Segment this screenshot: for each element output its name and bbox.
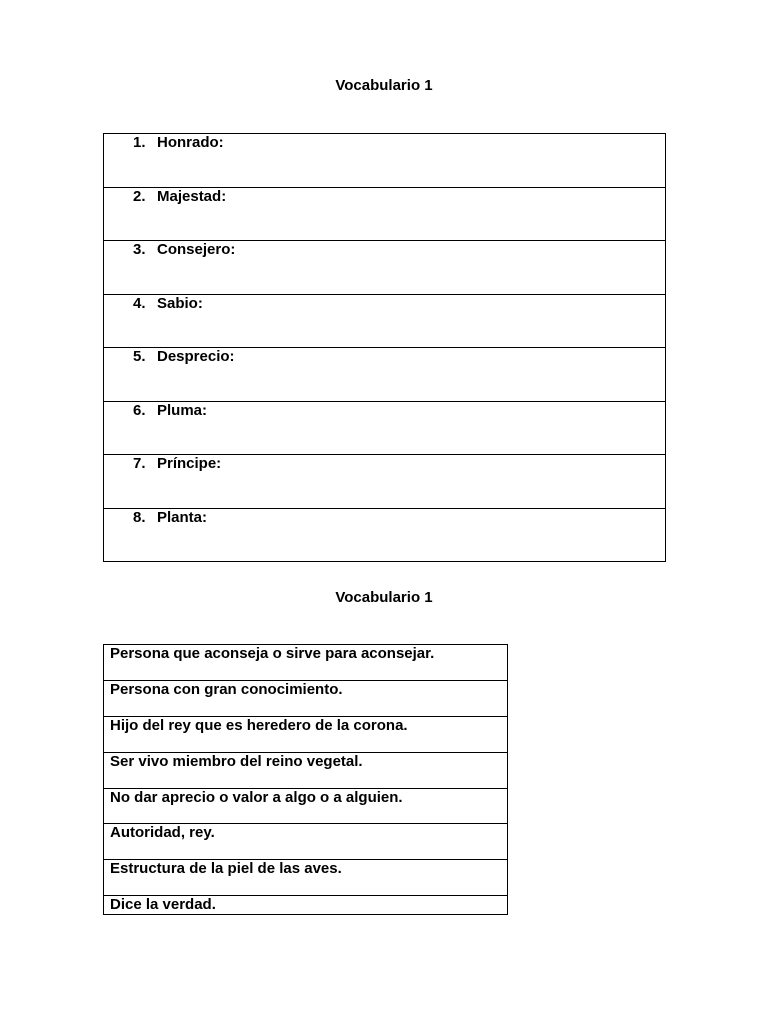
table-row [104,455,666,509]
definition-cell: Estructura de la piel de las aves. [104,860,508,896]
vocabulary-word: Pluma: [157,401,208,419]
item-number: 8. [133,508,146,526]
table-row [104,752,508,788]
table-row [104,860,508,896]
vocabulary-cell [104,187,666,241]
table-row [104,824,508,860]
definitions-table [103,644,508,915]
table-row [104,401,666,455]
definition-cell: Persona que aconseja o sirve para aconsejar. [104,645,508,681]
table-row [104,680,508,716]
vocabulary-cell [104,508,666,562]
table-row [104,716,508,752]
table-row [104,896,508,915]
table-row [104,348,666,402]
item-number: 3. [133,241,146,258]
table-row [104,508,666,562]
definition-cell: Ser vivo miembro del reino vegetal. [104,752,508,788]
item-number: 4. [133,294,146,312]
vocabulary-cell [104,134,666,188]
vocabulary-cell [104,401,666,455]
table-row [104,241,666,295]
vocabulary-word: Desprecio: [157,348,235,365]
item-number: 6. [133,401,146,419]
table-row [104,788,508,824]
definition-cell: Dice la verdad. [104,896,508,915]
vocabulary-cell [104,241,666,295]
item-number: 7. [133,455,146,472]
vocabulary-cell [104,455,666,509]
vocabulary-word: Príncipe: [157,455,222,472]
vocabulary-table [103,133,666,562]
table-row [104,294,666,348]
vocabulary-word: Consejero: [157,241,236,258]
item-number: 2. [133,187,146,205]
table-row [104,187,666,241]
vocabulary-word: Sabio: [157,294,203,312]
vocabulary-cell [104,294,666,348]
definition-cell: Autoridad, rey. [104,824,508,860]
vocabulary-word: Planta: [157,508,208,526]
definition-cell: Persona con gran conocimiento. [104,680,508,716]
vocabulary-word: Honrado: [157,134,224,151]
definition-cell: No dar aprecio o valor a algo o a alguien. [104,788,508,824]
item-number: 1. [133,134,146,151]
table-row [104,645,508,681]
table-row [104,134,666,188]
vocabulary-cell [104,348,666,402]
definitions-title: Vocabulario 1 [335,589,433,606]
vocabulary-word: Majestad: [157,187,227,205]
vocabulary-title: Vocabulario 1 [335,77,433,94]
item-number: 5. [133,348,146,365]
definition-cell: Hijo del rey que es heredero de la corona. [104,716,508,752]
